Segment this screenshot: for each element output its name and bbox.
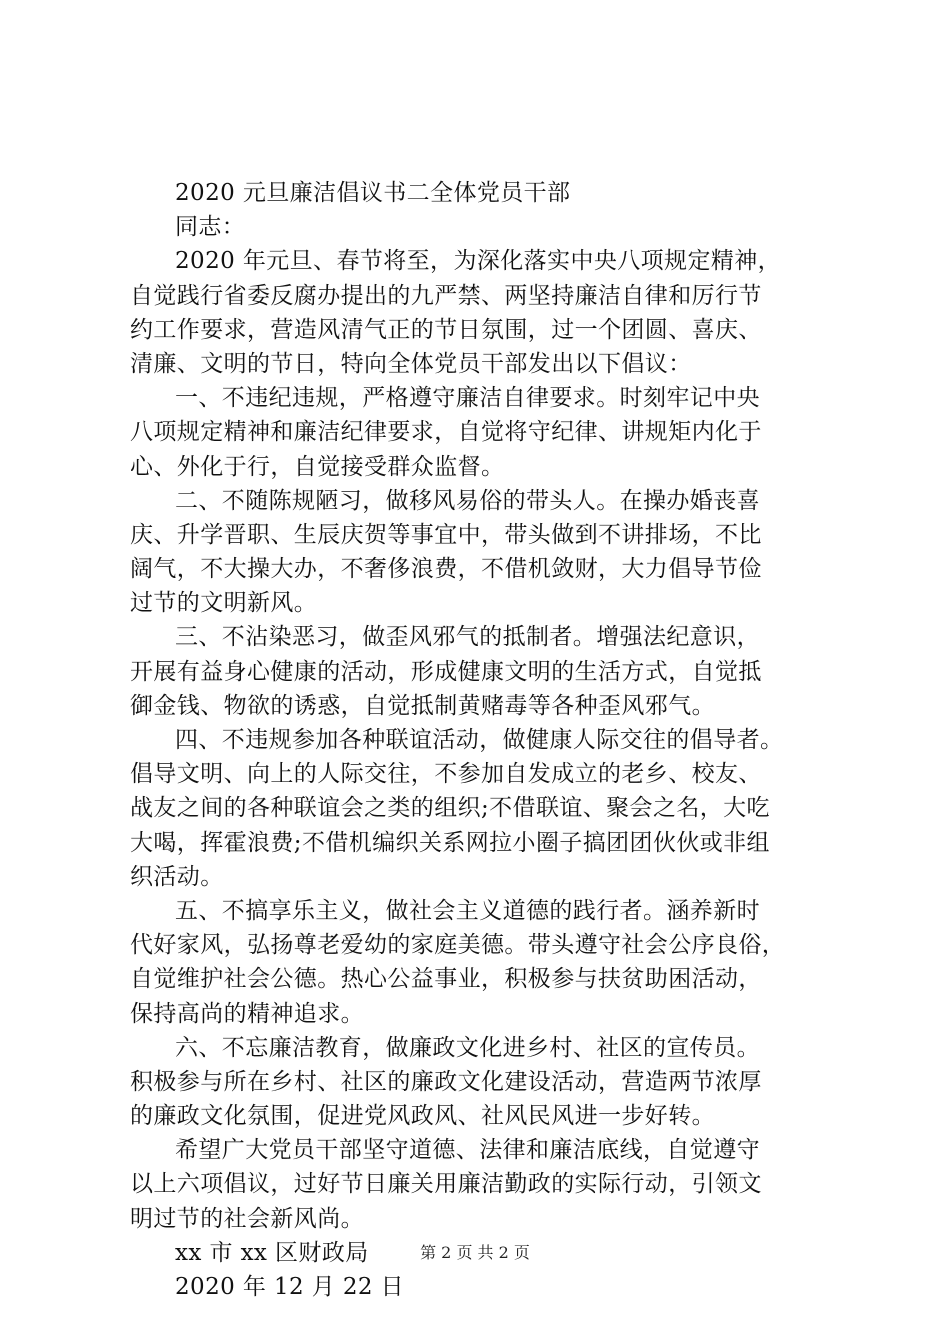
text-line: 以上六项倡议，过好节日廉关用廉洁勤政的实际行动，引领文 <box>130 1171 762 1198</box>
text-line: 代好家风，弘扬尊老爱幼的家庭美德。带头遵守社会公序良俗， <box>130 932 786 959</box>
document-body <box>130 176 842 1304</box>
text-line: 御金钱、物欲的诱惑，自觉抵制黄赌毒等各种歪风邪气。 <box>130 692 715 719</box>
page-footer: 第 2 页 共 2 页 <box>420 1243 530 1262</box>
text-line: 过节的文明新风。 <box>130 590 318 617</box>
text-line: 2020 年 12 月 22 日 <box>175 1274 405 1300</box>
text-line: 自觉维护社会公德。热心公益事业，积极参与扶贫助困活动， <box>130 966 762 993</box>
text-line: 自觉践行省委反腐办提出的九严禁、两坚持廉洁自律和厉行节 <box>130 282 762 309</box>
text-line: 心、外化于行，自觉接受群众监督。 <box>130 453 505 480</box>
text-line: 倡导文明、向上的人际交往，不参加自发成立的老乡、校友、 <box>130 761 762 788</box>
text-line: 2020 元旦廉洁倡议书二全体党员干部 <box>175 180 571 206</box>
text-line: 织活动。 <box>130 863 224 890</box>
text-line: xx 市 xx 区财政局 <box>175 1239 369 1266</box>
text-line: 同志： <box>175 214 246 241</box>
text-line: 庆、升学晋职、生辰庆贺等事宜中，带头做到不讲排场，不比 <box>130 521 762 548</box>
text-line: 大喝，挥霍浪费;不借机编织关系网拉小圈子搞团团伙伙或非组 <box>130 829 770 856</box>
text-line: 约工作要求，营造风清气正的节日氛围，过一个团圆、喜庆、 <box>130 316 762 343</box>
text-line: 二、不随陈规陋习，做移风易俗的带头人。在操办婚丧喜 <box>175 487 760 514</box>
text-line: 明过节的社会新风尚。 <box>130 1205 364 1232</box>
text-line: 战友之间的各种联谊会之类的组织;不借联谊、聚会之名，大吃 <box>130 795 770 822</box>
text-line: 五、不搞享乐主义，做社会主义道德的践行者。涵养新时 <box>175 897 760 924</box>
text-line: 六、不忘廉洁教育，做廉政文化进乡村、社区的宣传员。 <box>175 1034 760 1061</box>
text-line: 八项规定精神和廉洁纪律要求，自觉将守纪律、讲规矩内化于 <box>130 419 762 446</box>
text-line: 阔气，不大操大办，不奢侈浪费，不借机敛财，大力倡导节俭 <box>130 556 762 583</box>
text-line: 一、不违纪违规，严格遵守廉洁自律要求。时刻牢记中央 <box>175 385 760 412</box>
text-line: 希望广大党员干部坚守道德、法律和廉洁底线，自觉遵守 <box>175 1137 760 1164</box>
text-line: 清廉、文明的节日，特向全体党员干部发出以下倡议： <box>130 350 692 377</box>
text-line: 四、不违规参加各种联谊活动，做健康人际交往的倡导者。 <box>175 727 784 753</box>
text-line: 开展有益身心健康的活动，形成健康文明的生活方式，自觉抵 <box>130 658 762 685</box>
text-line: 三、不沾染恶习，做歪风邪气的抵制者。增强法纪意识， <box>175 624 760 651</box>
text-line: 保持高尚的精神追求。 <box>130 1000 364 1027</box>
text-line: 2020 年元旦、春节将至，为深化落实中央八项规定精神， <box>175 248 782 275</box>
text-line: 的廉政文化氛围，促进党风政风、社风民风进一步好转。 <box>130 1103 715 1130</box>
text-line: 积极参与所在乡村、社区的廉政文化建设活动，营造两节浓厚 <box>130 1068 762 1095</box>
